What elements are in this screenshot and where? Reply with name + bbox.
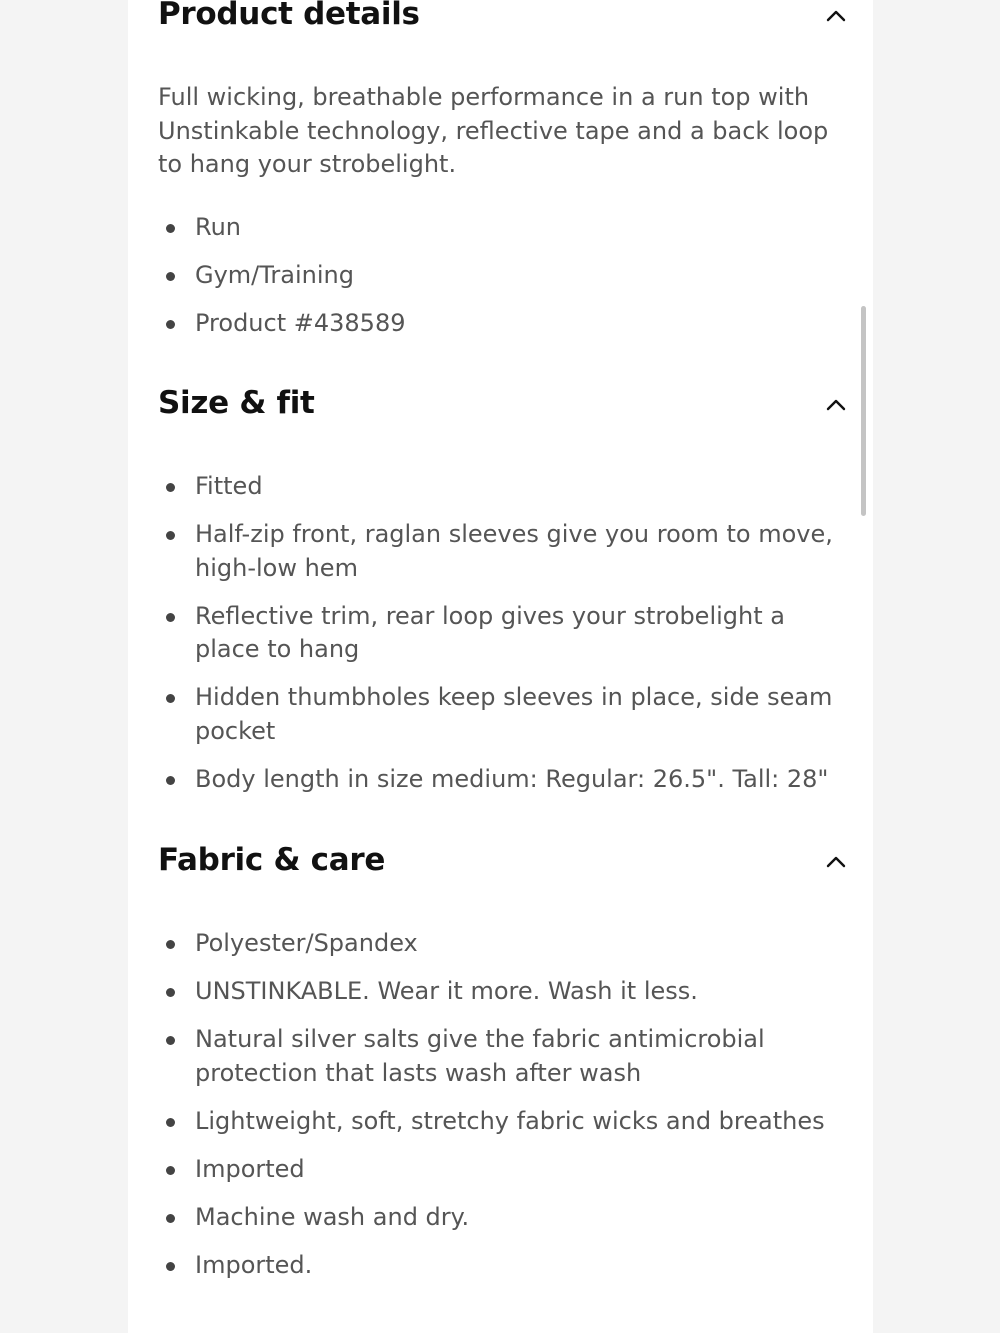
fabric-care-title: Fabric & care (158, 842, 386, 878)
bullet-dot (166, 694, 175, 703)
bullet-dot (166, 224, 175, 233)
list-item: Imported (158, 1153, 848, 1187)
bullet-dot (166, 1036, 175, 1045)
bullet-dot (166, 776, 175, 785)
chevron-up-icon[interactable] (822, 2, 850, 30)
chevron-up-icon[interactable] (822, 391, 850, 419)
bullet-dot (166, 483, 175, 492)
list-item: Natural silver salts give the fabric antimicrobial protection that lasts wash after wash (158, 1023, 848, 1090)
bullet-dot (166, 1262, 175, 1271)
bullet-dot (166, 1214, 175, 1223)
chevron-up-icon[interactable] (822, 848, 850, 876)
size-fit-title: Size & fit (158, 385, 315, 421)
list-item: Product #438589 (158, 307, 848, 341)
list-item: Polyester/Spandex (158, 927, 848, 961)
list-item: UNSTINKABLE. Wear it more. Wash it less. (158, 975, 848, 1009)
list-item: Fitted (158, 470, 848, 504)
bullet-dot (166, 1118, 175, 1127)
list-item: Half-zip front, raglan sleeves give you room to move, high-low hem (158, 518, 848, 585)
size-fit-header[interactable] (158, 385, 858, 435)
bullet-dot (166, 272, 175, 281)
list-item: Body length in size medium: Regular: 26.5". Tall: 28" (158, 763, 848, 797)
list-item: Run (158, 211, 848, 245)
product-details-list (158, 211, 848, 355)
fabric-care-header[interactable] (158, 842, 858, 892)
size-fit-list (158, 470, 848, 811)
scrollbar-thumb[interactable] (861, 306, 866, 516)
bullet-dot (166, 988, 175, 997)
product-details-title: Product details (158, 0, 420, 32)
list-item: Machine wash and dry. (158, 1201, 848, 1235)
product-details-header[interactable] (158, 0, 858, 46)
bullet-dot (166, 320, 175, 329)
list-item: Lightweight, soft, stretchy fabric wicks and breathes (158, 1105, 848, 1139)
fabric-care-list (158, 927, 848, 1297)
bullet-dot (166, 613, 175, 622)
list-item: Gym/Training (158, 259, 848, 293)
list-item: Imported. (158, 1249, 848, 1283)
list-item: Hidden thumbholes keep sleeves in place, side seam pocket (158, 681, 848, 748)
bullet-dot (166, 940, 175, 949)
list-item: Reflective trim, rear loop gives your strobelight a place to hang (158, 600, 848, 667)
bullet-dot (166, 531, 175, 540)
product-description: Full wicking, breathable performance in a run top with Unstinkable technology, reflective tape and a back loop to hang your strobelight. (158, 83, 829, 178)
bullet-dot (166, 1166, 175, 1175)
